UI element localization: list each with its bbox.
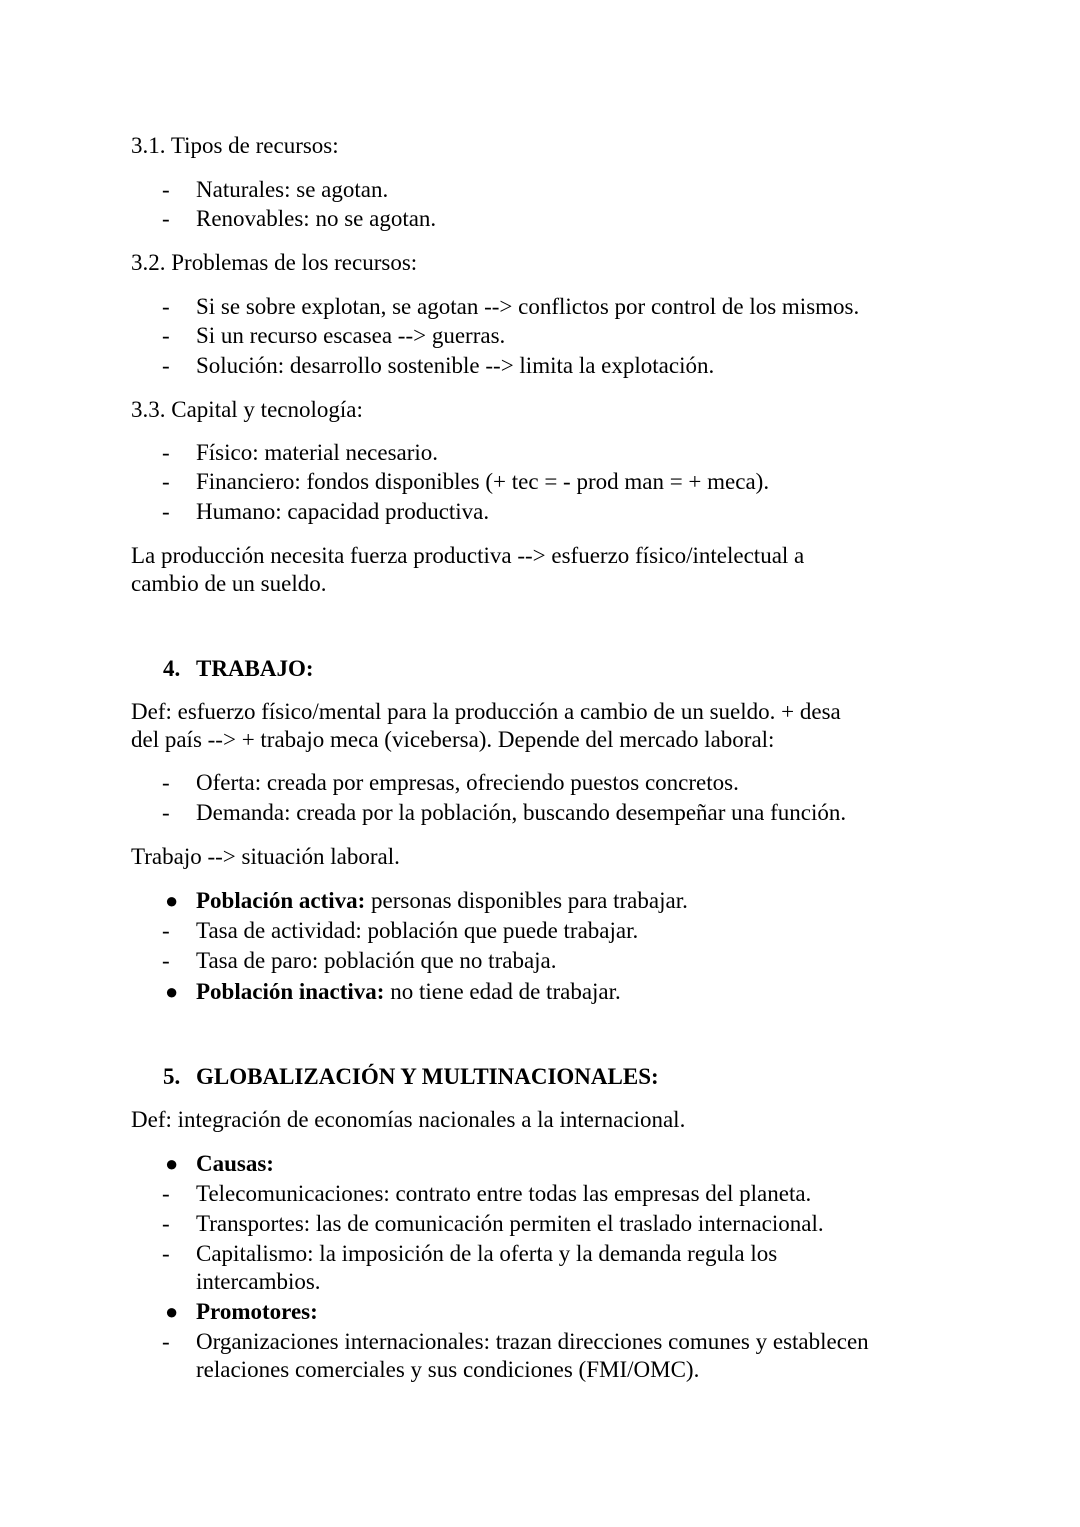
paragraph-line: Trabajo --> situación laboral. bbox=[131, 844, 400, 869]
bold-label: Población activa: bbox=[196, 888, 366, 913]
paragraph-line: La producción necesita fuerza productiva --> esfuerzo físico/intelectual a bbox=[131, 543, 805, 568]
list-item-text: Oferta: creada por empresas, ofreciendo puestos concretos. bbox=[196, 770, 739, 795]
list-item-text: Solución: desarrollo sostenible --> limita la explotación. bbox=[196, 353, 715, 378]
section-4-heading bbox=[163, 654, 314, 683]
dash-marker: - bbox=[162, 1211, 170, 1236]
list-item-text: Tasa de paro: población que no trabaja. bbox=[196, 948, 557, 973]
list-item-text: Organizaciones internacionales: trazan direcciones comunes y establecen bbox=[196, 1329, 869, 1354]
list-item-text: Financiero: fondos disponibles (+ tec = - prod man = + meca). bbox=[196, 469, 770, 494]
list-item-text: Tasa de actividad: población que puede trabajar. bbox=[196, 918, 639, 943]
list-item-text: Renovables: no se agotan. bbox=[196, 206, 437, 231]
paragraph-line: del país --> + trabajo meca (vicebersa). Depende del mercado laboral: bbox=[131, 727, 775, 752]
list-item-text: Naturales: se agotan. bbox=[196, 177, 389, 202]
dash-marker: - bbox=[162, 499, 170, 524]
bullet-marker: ● bbox=[165, 888, 179, 913]
list-item-text: Humano: capacidad productiva. bbox=[196, 499, 490, 524]
list-item-text bbox=[196, 886, 688, 915]
list-item-text bbox=[196, 1149, 274, 1178]
paragraph-line: Def: esfuerzo físico/mental para la producción a cambio de un sueldo. + desa bbox=[131, 699, 841, 724]
dash-marker: - bbox=[162, 323, 170, 348]
dash-marker: - bbox=[162, 800, 170, 825]
section-3-3-title: 3.3. Capital y tecnología: bbox=[131, 397, 363, 422]
dash-marker: - bbox=[162, 918, 170, 943]
list-item-text: intercambios. bbox=[196, 1269, 321, 1294]
dash-marker: - bbox=[162, 770, 170, 795]
list-item-text: Capitalismo: la imposición de la oferta y la demanda regula los bbox=[196, 1241, 778, 1266]
dash-marker: - bbox=[162, 177, 170, 202]
dash-marker: - bbox=[162, 353, 170, 378]
dash-marker: - bbox=[162, 294, 170, 319]
dash-marker: - bbox=[162, 440, 170, 465]
item-text: no tiene edad de trabajar. bbox=[384, 979, 621, 1004]
dash-marker: - bbox=[162, 1181, 170, 1206]
dash-marker: - bbox=[162, 1329, 170, 1354]
paragraph-line: cambio de un sueldo. bbox=[131, 571, 327, 596]
dash-marker: - bbox=[162, 1241, 170, 1266]
bullet-marker: ● bbox=[165, 979, 179, 1004]
bold-label: Causas: bbox=[196, 1151, 274, 1176]
heading-title: GLOBALIZACIÓN Y MULTINACIONALES: bbox=[196, 1064, 659, 1089]
section-5-heading bbox=[163, 1062, 659, 1091]
bold-label: Población inactiva: bbox=[196, 979, 385, 1004]
list-item-text: Físico: material necesario. bbox=[196, 440, 439, 465]
item-text: personas disponibles para trabajar. bbox=[365, 888, 688, 913]
list-item-text: Telecomunicaciones: contrato entre todas las empresas del planeta. bbox=[196, 1181, 812, 1206]
list-item-text bbox=[196, 1297, 318, 1326]
heading-number: 5. bbox=[163, 1064, 181, 1089]
bullet-marker: ● bbox=[165, 1299, 179, 1324]
heading-title: TRABAJO: bbox=[196, 656, 314, 681]
bold-label: Promotores: bbox=[196, 1299, 318, 1324]
list-item-text: Si se sobre explotan, se agotan --> conflictos por control de los mismos. bbox=[196, 294, 860, 319]
section-3-2-title: 3.2. Problemas de los recursos: bbox=[131, 250, 418, 275]
dash-marker: - bbox=[162, 206, 170, 231]
bullet-marker: ● bbox=[165, 1151, 179, 1176]
list-item-text: Demanda: creada por la población, buscando desempeñar una función. bbox=[196, 800, 847, 825]
paragraph-line: Def: integración de economías nacionales a la internacional. bbox=[131, 1107, 686, 1132]
list-item-text: relaciones comerciales y sus condiciones (FMI/OMC). bbox=[196, 1357, 700, 1382]
list-item-text: Transportes: las de comunicación permiten el traslado internacional. bbox=[196, 1211, 824, 1236]
list-item-text: Si un recurso escasea --> guerras. bbox=[196, 323, 506, 348]
dash-marker: - bbox=[162, 948, 170, 973]
list-item-text bbox=[196, 977, 621, 1006]
section-3-1-title: 3.1. Tipos de recursos: bbox=[131, 133, 339, 158]
heading-number: 4. bbox=[163, 656, 181, 681]
dash-marker: - bbox=[162, 469, 170, 494]
